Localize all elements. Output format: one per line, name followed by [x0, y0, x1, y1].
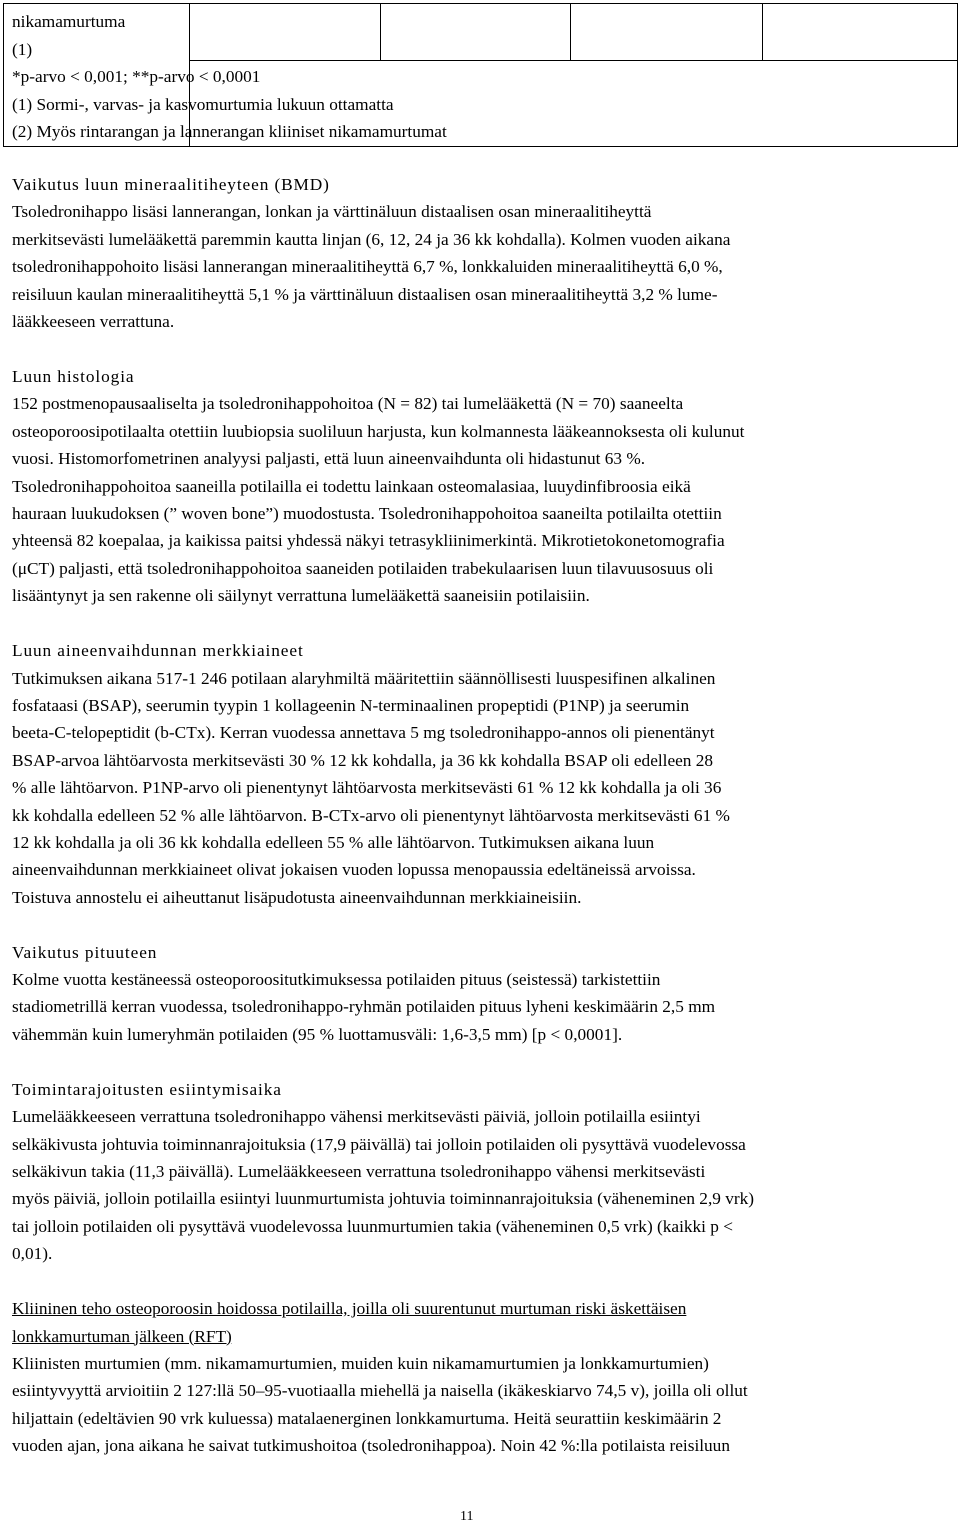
text-line: hauraan luukudoksen (” woven bone”) muodostusta. Tsoledronihappohoitoa saaneilta potilailta otettiin	[12, 503, 722, 523]
text-line: Tsoledronihappohoitoa saaneilla potilailla ei todettu lainkaan osteomalasiaa, luuydinfibroosia eikä	[12, 476, 691, 496]
text-line: (μCT) paljasti, että tsoledronihappohoitoa saaneiden potilaiden trabekulaarisen luun tilavuusosuus oli	[12, 558, 714, 578]
text-line: Tutkimuksen aikana 517-1 246 potilaan alaryhmiltä määritettiin säännöllisesti luuspesifinen alkalinen	[12, 668, 716, 688]
results-table	[3, 3, 958, 147]
section-heading: lonkkamurtuman jälkeen (RFT)	[12, 1326, 232, 1346]
paragraph	[12, 665, 942, 912]
text-line: Kolme vuotta kestäneessä osteoporoositutkimuksessa potilaiden pituus (seistessä) tarkistettiin	[12, 970, 661, 990]
section-heading: Luun aineenvaihdunnan merkkiaineet	[12, 641, 304, 661]
paragraph	[12, 966, 942, 1048]
text-line: vuoden ajan, jona aikana he saivat tutkimushoitoa (tsoledronihappoa). Noin 42 %:lla potilaista reisiluun	[12, 1436, 730, 1456]
section-heading: Vaikutus pituuteen	[12, 942, 158, 962]
text-line: fosfataasi (BSAP), seerumin tyypin 1 kollageenin N-terminaalinen propeptidi (P1NP) ja seerumin	[12, 695, 690, 715]
text-line: 0,01).	[12, 1244, 53, 1264]
text-line: merkitsevästi lumelääkettä paremmin kautta linjan (6, 12, 24 ja 36 kk kohdalla). Kolmen vuoden aikana	[12, 229, 731, 249]
text-line: % alle lähtöarvon. P1NP-arvo oli pienentynyt lähtöarvosta merkitsevästi 61 % 12 kk kohdalla ja oli 36	[12, 778, 722, 798]
table-cell	[190, 4, 381, 61]
text-line: BSAP-arvoa lähtöarvosta merkitsevästi 30 % 12 kk kohdalla, ja 36 kk kohdalla BSAP oli edelleen 28	[12, 750, 714, 770]
paragraph	[12, 198, 942, 335]
table-row-label: nikamamurtuma	[12, 12, 126, 31]
page-number: 11	[460, 1509, 474, 1524]
table-footnote-cell	[4, 4, 447, 147]
section-heading: Vaikutus luun mineraalitiheyteen (BMD)	[12, 175, 330, 194]
section-heading: Toimintarajoitusten esiintymisaika	[12, 1079, 282, 1099]
text-line: Tsoledronihappo lisäsi lannerangan, lonkan ja värttinäluun distaalisen osan mineraalitiheyttä	[12, 202, 652, 222]
text-line: vuosi. Histomorfometrinen analyysi paljasti, että luun aineenvaihdunta oli hidastunut 63 %.	[12, 449, 646, 469]
section-bmd	[12, 171, 942, 335]
table-footnote-2: (2) Myös rintarangan ja lannerangan kliiniset nikamamurtumat	[12, 122, 447, 142]
text-line: Toistuva annostelu ei aiheuttanut lisäpudotusta aineenvaihdunnan merkkiaineisiin.	[12, 887, 582, 907]
text-line: esiintyvyyttä arvioitiin 2 127:llä 50–95-vuotiaalla miehellä ja naisella (ikäkeskiarvo 74,5 v), joilla oli ollut	[12, 1381, 748, 1401]
section-height	[12, 939, 942, 1049]
table-row-label-footnote: (1)	[12, 39, 33, 59]
table-footnote-pvalue: *p-arvo < 0,001; **p-arvo < 0,0001	[12, 67, 261, 87]
text-line: myös päiviä, jolloin potilailla esiintyi luunmurtumista johtuvia toiminnanrajoituksia (väheneminen 2,9 vrk)	[12, 1189, 755, 1209]
text-line: yhteensä 82 koepalaa, ja kaikissa paitsi yhdessä näkyi tetrasykliinimerkintä. Mikrotietokonetomografia	[12, 531, 725, 551]
text-line: Lumelääkkeeseen verrattuna tsoledronihappo vähensi merkitsevästi päiviä, jolloin potilailla esiintyi	[12, 1107, 701, 1127]
document-body	[12, 171, 942, 1487]
text-line: beeta-C-telopeptidit (b-CTx). Kerran vuodessa annettava 5 mg tsoledronihappo-annos oli pienentänyt	[12, 723, 715, 743]
section-disability-days	[12, 1076, 942, 1268]
text-line: hiljattain (edeltävien 90 vrk kuluessa) matalaenerginen lonkkamurtuma. Heitä seurattiin keskimäärin 2	[12, 1408, 722, 1428]
table-cell	[763, 4, 958, 61]
table-footnote-1: (1) Sormi-, varvas- ja kasvomurtumia lukuun ottamatta	[12, 94, 394, 114]
text-line: vähemmän kuin lumeryhmän potilaiden (95 % luottamusväli: 1,6-3,5 mm) [p < 0,0001].	[12, 1024, 623, 1044]
text-line: selkäkivusta johtuvia toiminnanrajoituksia (17,9 päivällä) tai jolloin potilaiden oli pysyttävä vuodelevossa	[12, 1134, 746, 1154]
text-line: stadiometrillä kerran vuodessa, tsoledronihappo-ryhmän potilaiden pituus lyheni keskimäärin 2,5 mm	[12, 997, 716, 1017]
text-line: tsoledronihappohoito lisäsi lannerangan mineraalitiheyttä 6,7 %, lonkkaluiden mineraalitiheyttä 6,0 %,	[12, 257, 723, 277]
text-line: kk kohdalla edelleen 52 % alle lähtöarvon. B-CTx-arvo oli pienentynyt lähtöarvosta merkitsevästi 61 %	[12, 805, 730, 825]
table-cell	[381, 4, 571, 61]
text-line: reisiluun kaulan mineraalitiheyttä 5,1 % ja värttinäluun distaalisen osan mineraalitiheyttä 3,2 % lume-	[12, 284, 718, 304]
text-line: lisääntynyt ja sen rakenne oli säilynyt verrattuna lumelääkettä saaneisiin potilaisiin.	[12, 586, 590, 606]
text-line: lääkkeeseen verrattuna.	[12, 312, 175, 332]
section-heading: Kliininen teho osteoporoosin hoidossa potilailla, joilla oli suurentunut murtuman riski äskettäisen	[12, 1299, 687, 1319]
section-heading: Luun histologia	[12, 366, 135, 386]
text-line: osteoporoosipotilaalta otettiin luubiopsia suoliluun harjusta, kun kolmannesta lääkeannoksesta oli kulunut	[12, 421, 745, 441]
text-line: selkäkivun takia (11,3 päivällä). Lumelääkkeeseen verrattuna tsoledronihappo vähensi merkitsevästi	[12, 1162, 706, 1181]
paragraph	[12, 1350, 942, 1460]
paragraph	[12, 390, 942, 609]
paragraph	[12, 1103, 942, 1267]
text-line: aineenvaihdunnan merkkiaineet olivat jokaisen vuoden lopussa menopaussia edeltäneissä arvoissa.	[12, 860, 696, 880]
text-line: tai jolloin potilaiden oli pysyttävä vuodelevossa luunmurtumien takia (väheneminen 0,5 vrk) (kaikki p <	[12, 1216, 734, 1236]
text-line: 12 kk kohdalla ja oli 36 kk kohdalla edelleen 55 % alle lähtöarvon. Tutkimuksen aikana luun	[12, 832, 655, 852]
section-histology	[12, 363, 942, 610]
table-cell	[571, 4, 763, 61]
section-bone-markers	[12, 637, 942, 911]
text-line: Kliinisten murtumien (mm. nikamamurtumien, muiden kuin nikamamurtumien ja lonkkamurtumien)	[12, 1353, 709, 1373]
section-rft	[12, 1295, 942, 1459]
text-line: 152 postmenopausaaliselta ja tsoledronihappohoitoa (N = 82) tai lumelääkettä (N = 70) saaneelta	[12, 394, 684, 414]
